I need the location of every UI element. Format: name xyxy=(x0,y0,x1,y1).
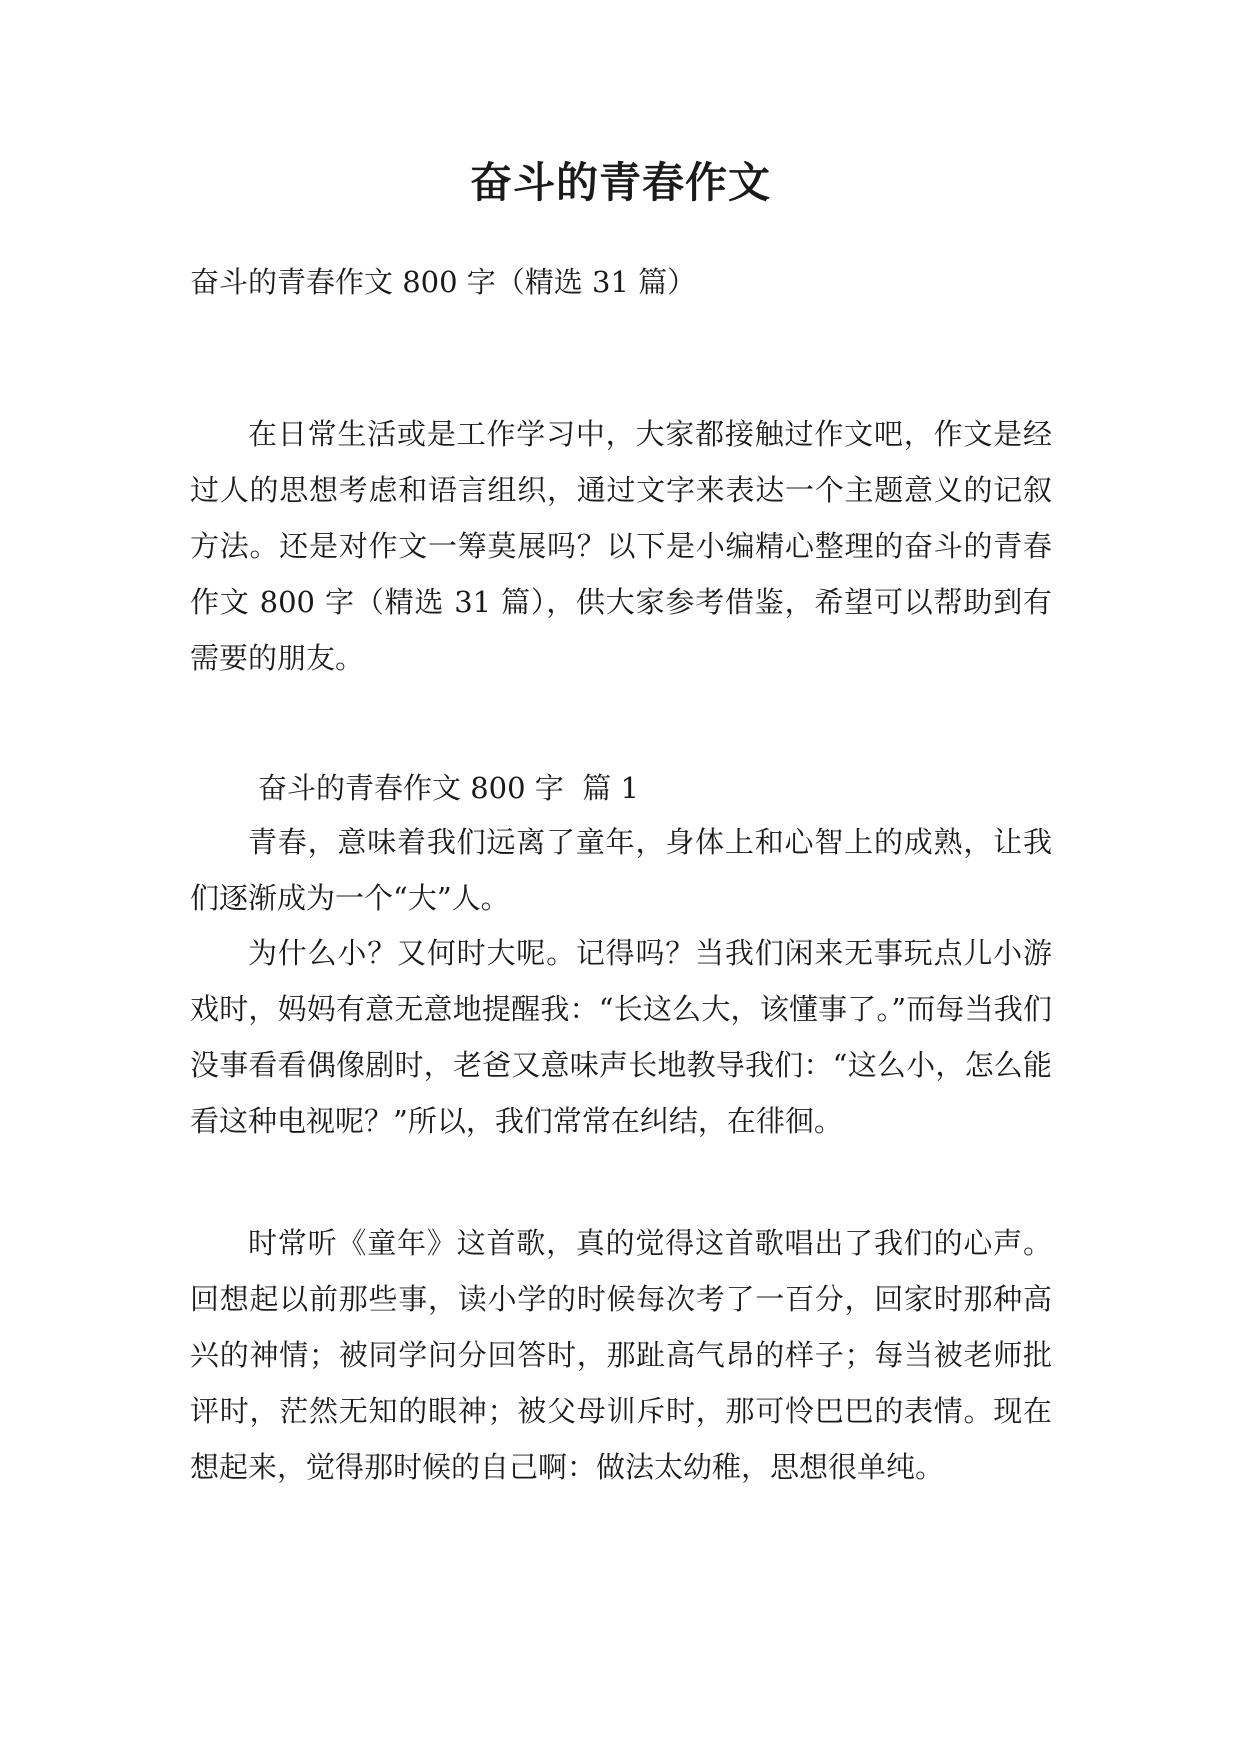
document-subtitle: 奋斗的青春作文 800 字（精选 31 篇） xyxy=(190,265,697,299)
body-paragraph-3: 时常听《童年》这首歌，真的觉得这首歌唱出了我们的心声。回想起以前那些事，读小学的时候每次考了一百分，回家时那种高兴的神情；被同学问分回答时，那趾高气昂的样子；每当被老师批评时，茫然无知的眼神；被父母训斥时，那可怜巴巴的表情。现在想起来，觉得那时候的自己啊：做法太幼稚，思想很单纯。 xyxy=(190,1226,1052,1484)
intro-paragraph: 在日常生活或是工作学习中，大家都接触过作文吧，作文是经过人的思想考虑和语言组织，通过文字来表达一个主题意义的记叙方法。还是对作文一筹莫展吗？以下是小编精心整理的奋斗的青春作文 800 字（精选 31 篇），供大家参考借鉴，希望可以帮助到有需要的朋友。 xyxy=(190,417,1052,675)
section-heading: 奋斗的青春作文 800 字 篇 1 xyxy=(258,771,639,805)
body-paragraph-1: 青春，意味着我们远离了童年，身体上和心智上的成熟，让我们逐渐成为一个“大”人。 xyxy=(190,825,1052,915)
document-title: 奋斗的青春作文 xyxy=(469,158,771,207)
body-paragraph-2: 为什么小？又何时大呢。记得吗？当我们闲来无事玩点儿小游戏时，妈妈有意无意地提醒我：“长这么大，该懂事了。”而每当我们没事看看偶像剧时，老爸又意味声长地教导我们：“这么小，怎么能看这种电视呢？”所以，我们常常在纠结，在徘徊。 xyxy=(190,936,1052,1138)
